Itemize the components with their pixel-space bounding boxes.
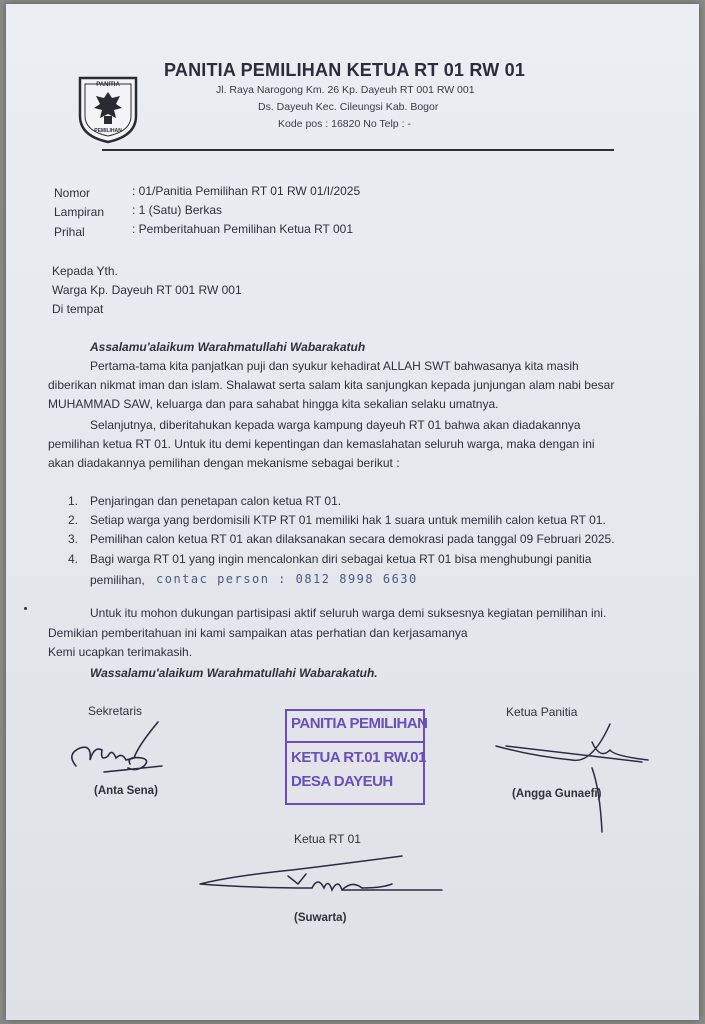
prihal-label: Prihal: [54, 225, 85, 239]
letterhead-title: PANITIA PEMILIHAN KETUA RT 01 RW 01: [164, 60, 526, 80]
paragraph-1-line-1: Pertama-tama kita panjatkan puji dan syukur kehadirat ALLAH SWT bahwasanya kita masih: [90, 359, 579, 373]
address-line-3: Kode pos : 16820 No Telp : -: [278, 118, 411, 130]
ketua-rt-name: (Suwarta): [294, 912, 347, 924]
recipient-line-3: Di tempat: [52, 302, 104, 316]
committee-stamp: [285, 709, 428, 805]
election-committee-logo: [76, 72, 140, 144]
ketua-rt-role: Ketua RT 01: [294, 832, 361, 846]
list-item-4-number: 4.: [68, 552, 79, 566]
list-item-3-number: 3.: [68, 532, 79, 546]
letterhead-divider: [102, 149, 614, 151]
nomor-value: : 01/Panitia Pemilihan RT 01 RW 01/I/2025: [132, 184, 361, 198]
closing-line-1: Untuk itu mohon dukungan partisipasi aktif seluruh warga demi suksesnya kegiatan pemilihan ini.: [90, 606, 607, 620]
logo-bottom-text: PEMILIHAN: [94, 128, 122, 134]
stamp-line-1: PANITIA PEMILIHAN: [291, 715, 428, 732]
paragraph-1-line-2: diberikan nikmat iman dan islam. Shalawat serta salam kita sanjungkan kepada junjungan alam nabi besar: [48, 378, 615, 392]
paragraph-2-line-1: Selanjutnya, diberitahukan kepada warga kampung dayeuh RT 01 bahwa akan diadakannya: [90, 418, 581, 432]
sekretaris-role: Sekretaris: [88, 704, 143, 718]
list-item-1-number: 1.: [68, 494, 79, 508]
prihal-value: : Pemberitahuan Pemilihan Ketua RT 001: [132, 222, 354, 236]
logo-top-text: PANITIA: [96, 82, 120, 88]
stamp-line-3: DESA DAYEUH: [291, 773, 393, 790]
stamp-divider: [287, 741, 423, 743]
list-item-3-text: Pemilihan calon ketua RT 01 akan dilaksanakan secara demokrasi pada tanggal 09 Februari 2025.: [90, 532, 615, 546]
paper-speck: [24, 607, 27, 610]
paragraph-2-line-2: pemilihan ketua RT 01. Untuk itu demi kepentingan dan kemaslahatan seluruh warga, maka dengan ini: [48, 437, 595, 451]
ketua-panitia-signature: [492, 720, 662, 836]
stamp-line-2: KETUA RT.01 RW.01: [291, 749, 426, 766]
ketua-panitia-role: Ketua Panitia: [506, 705, 578, 719]
ketua-panitia-name: (Angga Gunaefi): [512, 788, 602, 800]
closing-line-2: Demikian pemberitahuan ini kami sampaikan atas perhatian dan kerjasamanya: [48, 626, 468, 640]
greeting: Assalamu'alaikum Warahmatullahi Wabarakatuh: [90, 340, 366, 354]
paragraph-2-line-3: akan diadakannya pemilihan dengan mekanisme sebagai berikut :: [48, 456, 400, 470]
handwritten-contact-person: contac person : 0812 8998 6630: [156, 572, 418, 586]
address-line-1: Jl. Raya Narogong Km. 26 Kp. Dayeuh RT 001 RW 001: [216, 84, 475, 96]
recipient-line-1: Kepada Yth.: [52, 264, 118, 278]
closing-line-3: Kemi ucapkan terimakasih.: [48, 645, 193, 659]
list-item-2-text: Setiap warga yang berdomisili KTP RT 01 memiliki hak 1 suara untuk memilih calon ketua RT 01.: [90, 513, 606, 527]
list-item-4-text: Bagi warga RT 01 yang ingin mencalonkan diri sebagai ketua RT 01 bisa menghubungi panitia: [90, 552, 592, 566]
letter-paper: [6, 4, 699, 1020]
sekretaris-name: (Anta Sena): [94, 785, 158, 797]
list-item-1-text: Penjaringan dan penetapan calon ketua RT 01.: [90, 494, 342, 508]
closing-salutation: Wassalamu'alaikum Warahmatullahi Wabarakatuh.: [90, 666, 378, 680]
sekretaris-signature: [64, 716, 174, 782]
list-item-4-continuation: pemilihan,: [90, 573, 145, 587]
lampiran-label: Lampiran: [54, 205, 105, 219]
lampiran-value: : 1 (Satu) Berkas: [132, 203, 223, 217]
ketua-rt-signature: [192, 848, 452, 900]
recipient-line-2: Warga Kp. Dayeuh RT 001 RW 001: [52, 283, 242, 297]
address-line-2: Ds. Dayeuh Kec. Cileungsi Kab. Bogor: [258, 101, 439, 113]
nomor-label: Nomor: [54, 186, 91, 200]
list-item-2-number: 2.: [68, 513, 79, 527]
paragraph-1-line-3: MUHAMMAD SAW, keluarga dan para sahabat hingga kita sekalian selaku umatnya.: [48, 397, 499, 411]
